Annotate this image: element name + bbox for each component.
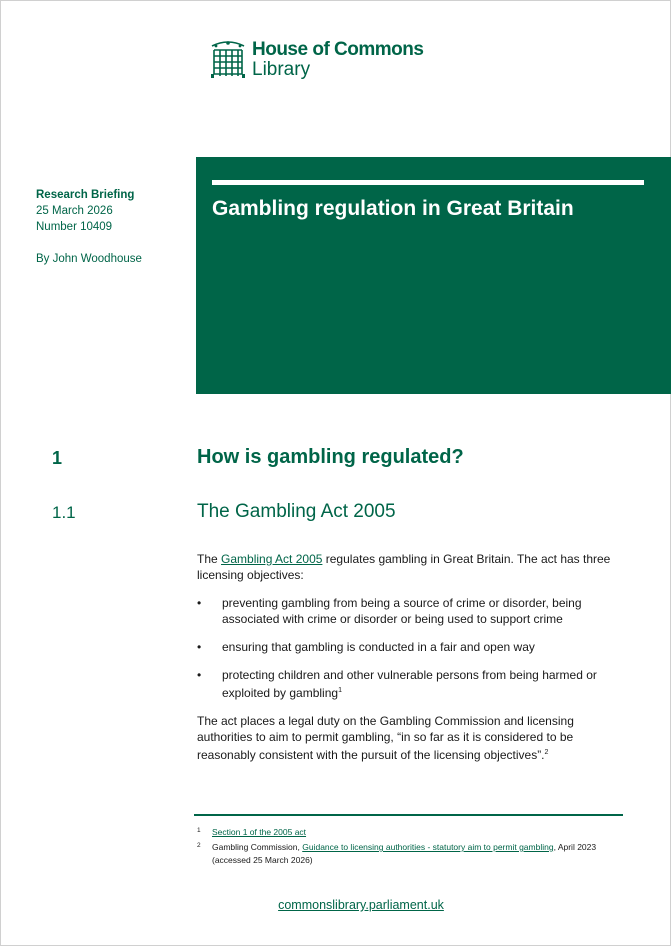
footnote-2-pre: Gambling Commission, — [212, 842, 303, 852]
footnote-divider — [194, 814, 623, 816]
bullet-marker: • — [197, 596, 202, 610]
footnote-2-post: , April 2023 (accessed 25 March 2026) — [212, 842, 597, 865]
briefing-meta — [36, 187, 186, 267]
intro-text-pre: The — [197, 552, 222, 566]
gambling-act-link[interactable]: Gambling Act 2005 — [221, 552, 323, 566]
subsection-number: 1.1 — [52, 503, 76, 522]
section-heading: How is gambling regulated? — [197, 446, 464, 468]
licensing-objectives-list — [197, 595, 627, 701]
footnotes — [197, 826, 627, 869]
briefing-number: Number 10409 — [36, 221, 113, 233]
section-1-link[interactable]: Section 1 of the 2005 act — [212, 827, 307, 837]
title-banner — [196, 157, 671, 394]
footnote-ref-2[interactable]: 2 — [544, 749, 549, 756]
house-of-commons-library-logo — [210, 40, 423, 80]
bullet-marker: • — [197, 668, 202, 682]
section-number: 1 — [52, 448, 63, 468]
footnote-number: 1 — [197, 827, 201, 834]
list-item — [197, 667, 627, 701]
guidance-link[interactable]: Guidance to licensing authorities - statutory aim to permit gambling — [302, 842, 554, 852]
logo-title: House of Commons — [252, 39, 424, 60]
list-item-text: preventing gambling from being a source of crime or disorder, being associated with crime or disorder or being used to support crime — [222, 596, 582, 626]
briefing-date: 25 March 2026 — [36, 205, 113, 217]
commons-library-website-link[interactable]: commonslibrary.parliament.uk — [278, 898, 444, 912]
duty-text: The act places a legal duty on the Gambling Commission and licensing authorities to aim to permit gambling, “in so far as it is considered to be reasonably consistent with the pursuit of the licensing objectives”. — [197, 714, 574, 762]
footnote-1 — [197, 826, 627, 839]
subsection-heading: The Gambling Act 2005 — [197, 501, 396, 522]
footnote-2 — [197, 841, 627, 867]
body-text — [197, 551, 627, 763]
list-item — [197, 595, 627, 627]
briefing-author: By John Woodhouse — [36, 253, 142, 265]
duty-paragraph — [197, 713, 627, 763]
briefing-type: Research Briefing — [36, 189, 135, 201]
portcullis-icon — [210, 40, 246, 80]
banner-rule — [212, 180, 644, 185]
list-item-text: protecting children and other vulnerable persons from being harmed or exploited by gambling — [222, 668, 597, 700]
bullet-marker: • — [197, 640, 202, 654]
list-item — [197, 639, 627, 655]
intro-paragraph — [197, 551, 627, 583]
logo-subtitle: Library — [252, 59, 311, 80]
list-item-text: ensuring that gambling is conducted in a fair and open way — [222, 640, 535, 654]
document-title: Gambling regulation in Great Britain — [212, 197, 574, 220]
footnote-ref-1[interactable]: 1 — [338, 687, 342, 694]
footnote-number: 2 — [197, 842, 201, 849]
intro-text-post: regulates gambling in Great Britain. The act has three licensing objectives: — [197, 552, 611, 582]
